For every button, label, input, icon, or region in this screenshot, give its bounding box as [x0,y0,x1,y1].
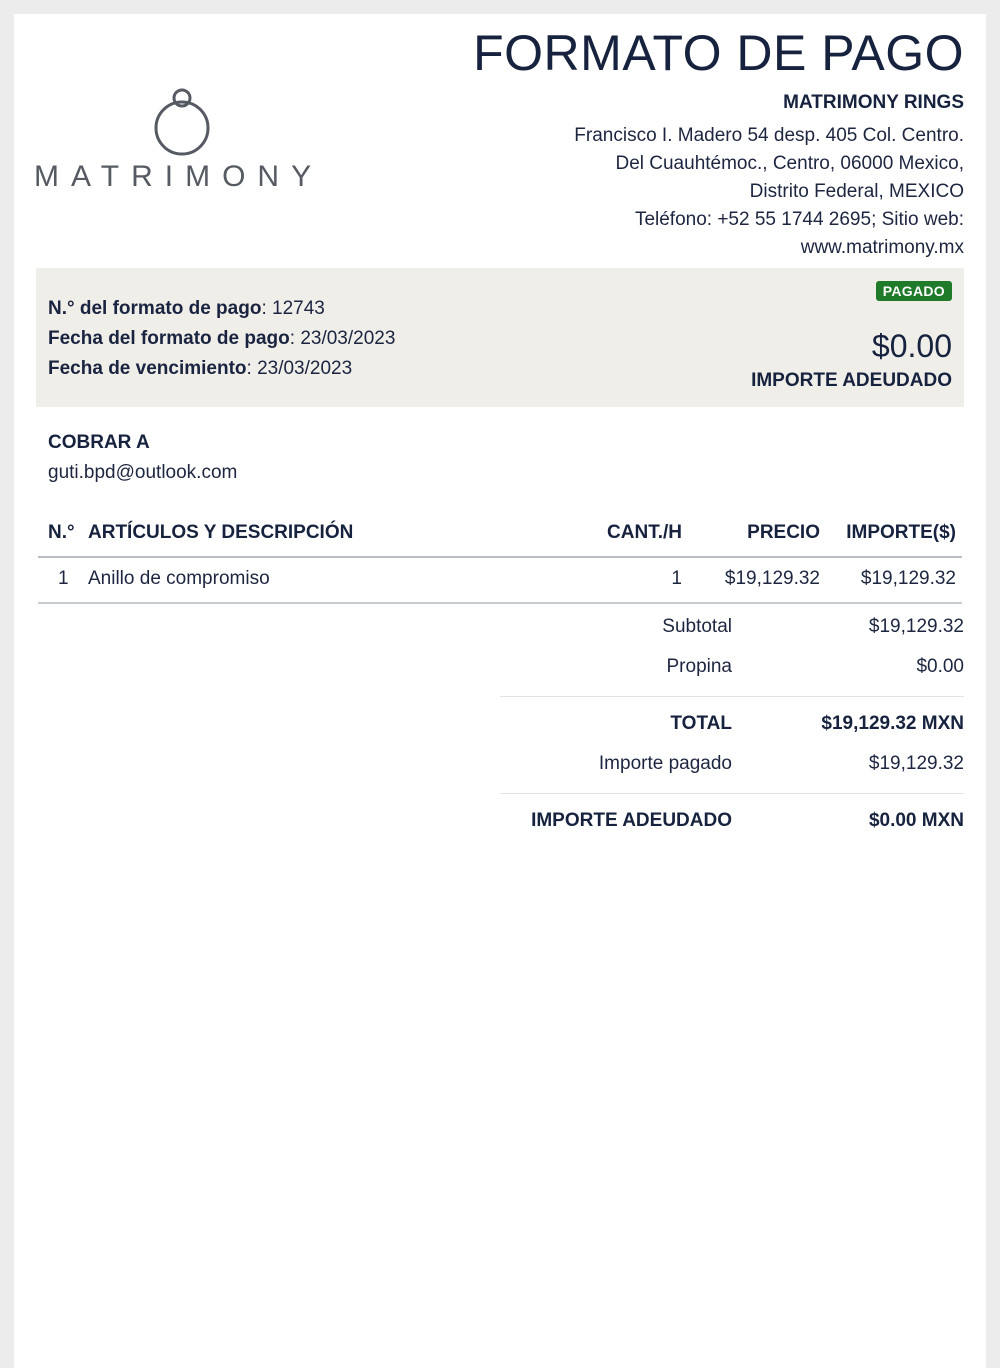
company-name: MATRIMONY RINGS [783,92,964,113]
company-logo [34,84,334,204]
address-line: Del Cuauhtémoc., Centro, 06000 Mexico, [615,153,964,174]
item-quantity: 1 [671,568,682,589]
payment-date-label: Fecha del formato de pago [48,328,290,349]
address-line: Francisco I. Madero 54 desp. 405 Col. Centro. [574,125,964,146]
header-quantity: CANT./H [607,522,682,543]
items-table [38,512,962,604]
document-title: FORMATO DE PAGO [473,25,964,81]
paid-label: Importe pagado [598,753,732,774]
due-date-label: Fecha de vencimiento [48,358,247,379]
item-amount: $19,129.32 [860,568,956,589]
subtotal-value: $19,129.32 [868,616,964,637]
total-row [500,705,964,745]
header-no: N.° [48,522,75,543]
table-header [38,512,962,558]
payment-summary-box [36,268,964,407]
table-row [38,558,962,604]
tip-value: $0.00 [916,656,964,677]
payment-number: N.° del formato de pago: 12743 [48,298,325,319]
ring-icon [150,86,214,156]
due-date-value: 23/03/2023 [257,358,353,379]
payment-number-value: 12743 [272,298,325,319]
logo-text: MATRIMONY [34,160,324,193]
tip-row [500,648,964,688]
divider [500,793,964,794]
header-price: PRECIO [747,522,820,543]
bill-to-label: COBRAR A [48,432,150,453]
amount-due-row-label: IMPORTE ADEUDADO [531,810,732,831]
amount-due-row [500,802,964,842]
item-price: $19,129.32 [724,568,820,589]
website-link[interactable]: www.matrimony.mx [800,237,964,258]
amount-due-label: IMPORTE ADEUDADO [751,370,952,391]
bill-to [48,432,237,484]
address-line: Teléfono: +52 55 1744 2695; Sitio web: [634,209,964,230]
paid-row [500,745,964,785]
header-amount: IMPORTE($) [846,522,956,543]
tip-label: Propina [666,656,732,677]
item-description: Anillo de compromiso [88,568,270,589]
payment-date: Fecha del formato de pago: 23/03/2023 [48,328,396,349]
subtotal-label: Subtotal [662,616,732,637]
address-line: Distrito Federal, MEXICO [749,181,964,202]
paid-value: $19,129.32 [868,753,964,774]
header-description: ARTÍCULOS Y DESCRIPCIÓN [88,522,354,543]
status-badge: PAGADO [876,281,952,301]
amount-due: $0.00 [871,328,952,364]
company-info [494,92,964,262]
payment-details [48,294,395,384]
subtotal-row [500,608,964,648]
due-date: Fecha de vencimiento: 23/03/2023 [48,358,353,379]
item-no: 1 [58,568,69,589]
divider [500,696,964,697]
total-value: $19,129.32 MXN [821,713,964,734]
totals-section [500,608,964,842]
total-label: TOTAL [670,713,732,734]
payment-document [14,14,986,1368]
payment-date-value: 23/03/2023 [300,328,396,349]
bill-to-email: guti.bpd@outlook.com [48,462,238,483]
company-address [494,122,964,262]
payment-number-label: N.° del formato de pago [48,298,262,319]
amount-due-row-value: $0.00 MXN [868,810,964,831]
